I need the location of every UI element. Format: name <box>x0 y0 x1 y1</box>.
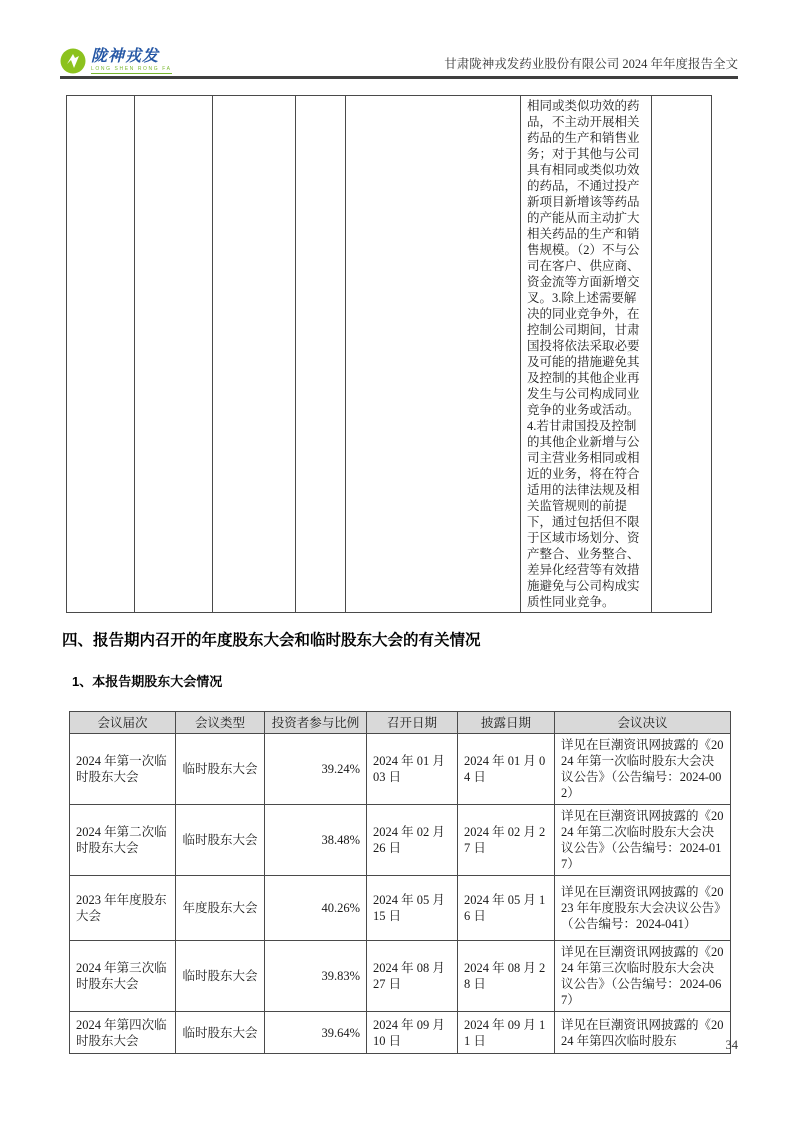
cell-session: 2024 年第一次临时股东大会 <box>70 734 176 805</box>
brand-name-en: LONG SHEN RONG FA <box>91 65 172 72</box>
section-heading: 四、报告期内召开的年度股东大会和临时股东大会的有关情况 <box>62 632 481 649</box>
empty-cell <box>213 96 296 613</box>
meetings-table <box>69 711 731 1054</box>
company-logo <box>60 48 172 74</box>
cell-decision: 详见在巨潮资讯网披露的《2024 年第一次临时股东大会决议公告》（公告编号：2024-002） <box>555 734 731 805</box>
cell-disclose: 2024 年 08 月 28 日 <box>458 941 555 1012</box>
commitment-text-cell: 相同或类似功效的药品，不主动开展相关药品的生产和销售业务；对于其他与公司具有相同或类似功效的药品，不通过投产新项目新增该等药品的产能从而主动扩大相关药品的生产和销售规模。（2）不与公司在客户、供应商、资金流等方面新增交叉。3.除上述需要解决的同业竞争外，在控制公司期间，甘肃国投将依法采取必要及可能的措施避免其及控制的其他企业再发生与公司构成同业竞争的业务或活动。4.若甘肃国投及控制的其他企业新增与公司主营业务相同或相近的业务，将在符合适用的法律法规及相关监管规则的前提下，通过包括但不限于区域市场划分、资产整合、业务整合、差异化经营等有效措施避免与公司构成实质性同业竞争。 <box>521 96 652 613</box>
col-header-decision: 会议决议 <box>555 712 731 734</box>
carryover-table <box>66 95 712 613</box>
cell-ratio: 39.83% <box>265 941 367 1012</box>
col-header-ratio: 投资者参与比例 <box>265 712 367 734</box>
cell-type: 临时股东大会 <box>176 734 265 805</box>
document-title: 甘肃陇神戎发药业股份有限公司 2024 年年度报告全文 <box>444 57 738 71</box>
page-header <box>60 44 738 74</box>
cell-decision: 详见在巨潮资讯网披露的《2024 年第三次临时股东大会决议公告》（公告编号：2024-067） <box>555 941 731 1012</box>
cell-ratio: 39.64% <box>265 1012 367 1054</box>
cell-date: 2024 年 02 月 26 日 <box>367 805 458 876</box>
col-header-disclose: 披露日期 <box>458 712 555 734</box>
empty-cell <box>346 96 521 613</box>
col-header-type: 会议类型 <box>176 712 265 734</box>
table-row <box>70 1012 731 1054</box>
table-row <box>70 941 731 1012</box>
table-row <box>70 805 731 876</box>
table-row <box>67 96 712 613</box>
empty-cell <box>652 96 712 613</box>
cell-decision: 详见在巨潮资讯网披露的《2023 年年度股东大会决议公告》（公告编号：2024-041） <box>555 876 731 941</box>
cell-disclose: 2024 年 02 月 27 日 <box>458 805 555 876</box>
brand-name-cn: 陇神戎发 <box>91 47 160 65</box>
cell-disclose: 2024 年 05 月 16 日 <box>458 876 555 941</box>
empty-cell <box>67 96 135 613</box>
col-header-session: 会议届次 <box>70 712 176 734</box>
col-header-date: 召开日期 <box>367 712 458 734</box>
cell-session: 2023 年年度股东大会 <box>70 876 176 941</box>
cell-date: 2024 年 01 月 03 日 <box>367 734 458 805</box>
cell-decision: 详见在巨潮资讯网披露的《2024 年第四次临时股东 <box>555 1012 731 1054</box>
page-number: 34 <box>725 1038 738 1052</box>
cell-disclose: 2024 年 01 月 04 日 <box>458 734 555 805</box>
cell-ratio: 40.26% <box>265 876 367 941</box>
cell-date: 2024 年 05 月 15 日 <box>367 876 458 941</box>
cell-ratio: 38.48% <box>265 805 367 876</box>
empty-cell <box>296 96 346 613</box>
cell-disclose: 2024 年 09 月 11 日 <box>458 1012 555 1054</box>
cell-ratio: 39.24% <box>265 734 367 805</box>
cell-session: 2024 年第三次临时股东大会 <box>70 941 176 1012</box>
empty-cell <box>135 96 213 613</box>
brand-text <box>91 49 172 74</box>
table-row <box>70 734 731 805</box>
cell-type: 临时股东大会 <box>176 1012 265 1054</box>
cell-date: 2024 年 09 月 10 日 <box>367 1012 458 1054</box>
section-subheading: 1、本报告期股东大会情况 <box>72 674 223 689</box>
cell-session: 2024 年第二次临时股东大会 <box>70 805 176 876</box>
table-row <box>70 876 731 941</box>
cell-date: 2024 年 08 月 27 日 <box>367 941 458 1012</box>
cell-session: 2024 年第四次临时股东大会 <box>70 1012 176 1054</box>
table-header-row <box>70 712 731 734</box>
logo-icon <box>60 48 86 74</box>
cell-decision: 详见在巨潮资讯网披露的《2024 年第二次临时股东大会决议公告》（公告编号：2024-017） <box>555 805 731 876</box>
header-rule <box>60 76 738 79</box>
cell-type: 临时股东大会 <box>176 941 265 1012</box>
cell-type: 临时股东大会 <box>176 805 265 876</box>
cell-type: 年度股东大会 <box>176 876 265 941</box>
